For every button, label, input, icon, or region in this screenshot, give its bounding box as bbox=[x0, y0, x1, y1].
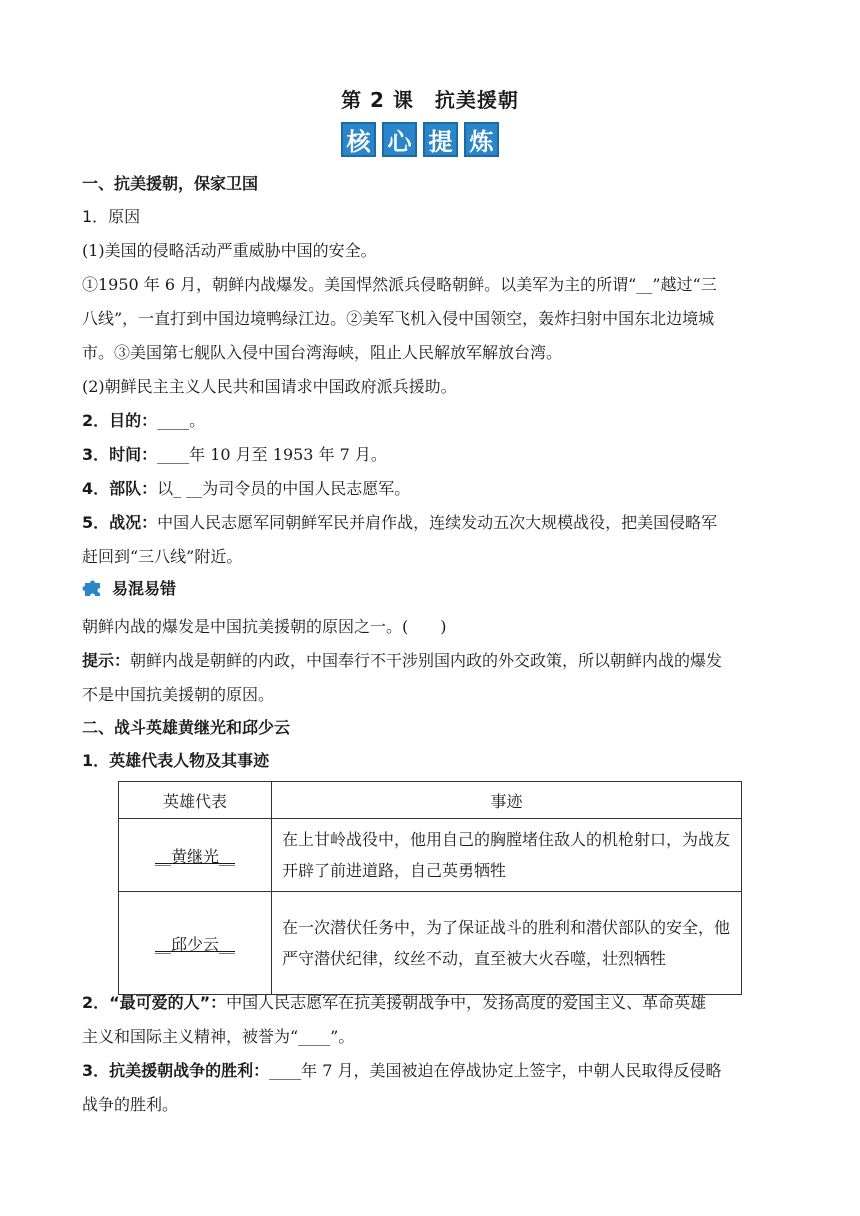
hero-name: __黄继光__ bbox=[154, 846, 235, 866]
army-value: 以_ __为司令员的中国人民志愿军。 bbox=[157, 479, 411, 498]
victory-label: 3．抗美援朝战争的胜利： bbox=[82, 1061, 270, 1080]
time-label: 3．时间： bbox=[82, 445, 158, 464]
hint-text: 朝鲜内战是朝鲜的内政，中国奉行不干涉别国内政的外交政策，所以朝鲜内战的爆发 bbox=[130, 651, 723, 670]
banner-char: 核 bbox=[341, 122, 376, 157]
victory-line-2: 战争的胜利。 bbox=[82, 1095, 179, 1114]
time-line bbox=[82, 438, 782, 472]
army-label: 4．部队： bbox=[82, 479, 158, 498]
section1-heading: 一、抗美援朝，保家卫国 bbox=[82, 174, 259, 193]
purpose-value: ____。 bbox=[157, 411, 206, 430]
battle-line-2: 赶回到“三八线”附近。 bbox=[82, 547, 243, 566]
lovely-value: 中国人民志愿军在抗美援朝战争中，发扬高度的爱国主义、革命英雄 bbox=[226, 993, 707, 1012]
time-value: ____年 10 月至 1953 年 7 月。 bbox=[157, 445, 387, 464]
purpose-line bbox=[82, 404, 782, 438]
reason-1: (1)美国的侵略活动严重威胁中国的安全。 bbox=[82, 241, 377, 260]
hero-name: __邱少云__ bbox=[154, 934, 235, 954]
tip-question: 朝鲜内战的爆发是中国抗美援朝的原因之一。( ) bbox=[82, 617, 447, 636]
lovely-line-2: 主义和国际主义精神，被誉为“____”。 bbox=[82, 1027, 355, 1046]
banner-char: 炼 bbox=[464, 122, 499, 157]
section2-heading: 二、战斗英雄黄继光和邱少云 bbox=[82, 718, 291, 737]
table-header-row bbox=[119, 782, 742, 819]
table-row bbox=[119, 892, 742, 995]
reason-detail-line: 市。③美国第七舰队入侵中国台湾海峡，阻止人民解放军解放台湾。 bbox=[82, 343, 563, 362]
banner-char: 提 bbox=[423, 122, 458, 157]
victory-value: ____年 7 月，美国被迫在停战协定上签字，中朝人民取得反侵略 bbox=[269, 1061, 722, 1080]
army-line bbox=[82, 472, 782, 506]
reason-title: 1．原因 bbox=[82, 207, 141, 226]
lesson-title: 第 2 课 抗美援朝 bbox=[341, 88, 519, 112]
tip-hint-line bbox=[82, 644, 782, 678]
lovely-label: 2．“最可爱的人”： bbox=[82, 993, 227, 1012]
heroes-table bbox=[118, 781, 742, 995]
purpose-label: 2．目的： bbox=[82, 411, 158, 430]
lovely-line bbox=[82, 986, 782, 1020]
core-summary-banner bbox=[341, 122, 499, 157]
heroes-title: 1．英雄代表人物及其事迹 bbox=[82, 751, 270, 770]
tip-hint-line-2: 不是中国抗美援朝的原因。 bbox=[82, 685, 275, 704]
table-row bbox=[119, 819, 742, 892]
tip-heading: 易混易错 bbox=[112, 578, 177, 598]
reason-detail-line: ①1950 年 6 月，朝鲜内战爆发。美国悍然派兵侵略朝鲜。以美军为主的所谓“__”越过“三 bbox=[82, 275, 717, 294]
hint-label: 提示： bbox=[82, 651, 131, 670]
tip-heading-row bbox=[82, 572, 176, 602]
hero-deed: 在上甘岭战役中，他用自己的胸膛堵住敌人的机枪射口，为战友开辟了前进道路，自己英勇牺牲 bbox=[272, 819, 742, 892]
victory-line bbox=[82, 1054, 782, 1088]
table-header: 事迹 bbox=[272, 782, 742, 819]
hero-deed: 在一次潜伏任务中，为了保证战斗的胜利和潜伏部队的安全，他严守潜伏纪律，纹丝不动，直至被大火吞噬，壮烈牺牲 bbox=[272, 892, 742, 995]
battle-line bbox=[82, 506, 782, 540]
banner-char: 心 bbox=[382, 122, 417, 157]
reason-2: (2)朝鲜民主主义人民共和国请求中国政府派兵援助。 bbox=[82, 377, 457, 396]
battle-label: 5．战况： bbox=[82, 513, 158, 532]
reason-detail-line: 八线”，一直打到中国边境鸭绿江边。②美军飞机入侵中国领空，轰炸扫射中国东北边境城 bbox=[82, 309, 715, 328]
battle-value: 中国人民志愿军同朝鲜军民并肩作战，连续发动五次大规模战役，把美国侵略军 bbox=[157, 513, 718, 532]
puzzle-icon bbox=[82, 575, 106, 599]
table-header: 英雄代表 bbox=[119, 782, 272, 819]
